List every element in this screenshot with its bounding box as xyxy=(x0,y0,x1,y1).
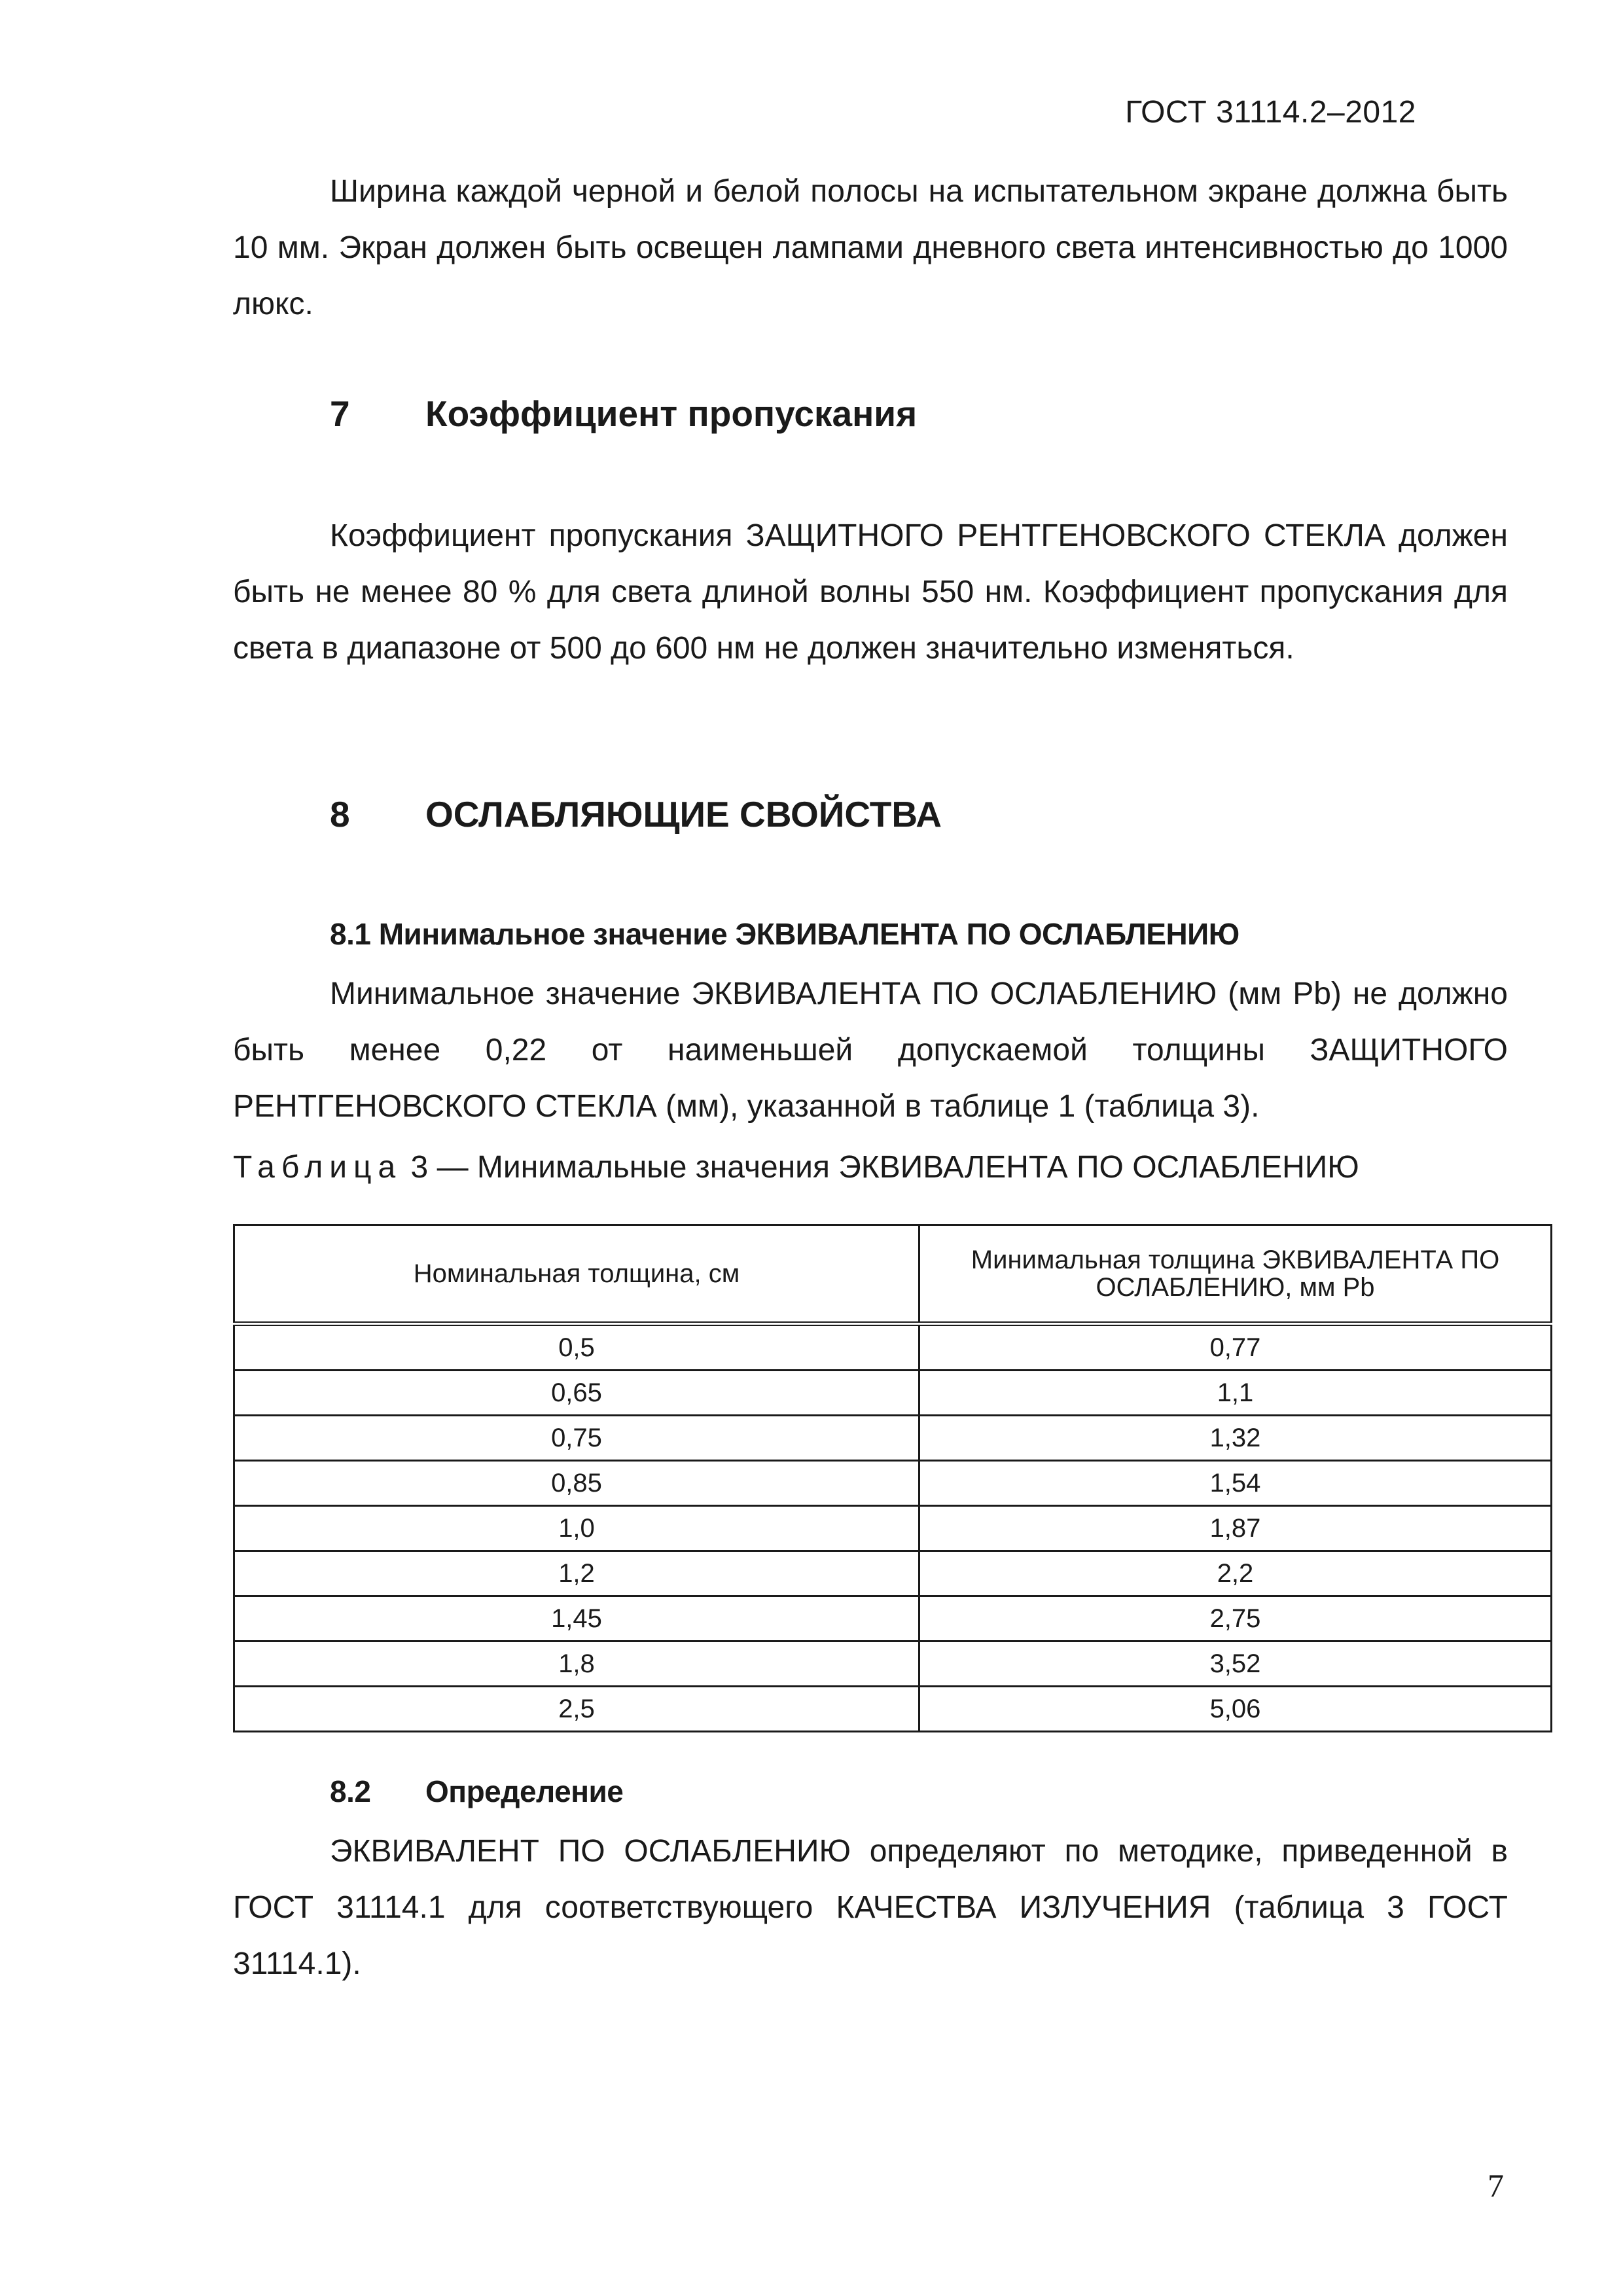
table-row xyxy=(234,1461,1552,1506)
table-row xyxy=(234,1324,1552,1371)
table-caption-text: 3 — Минимальные значения ЭКВИВАЛЕНТА ПО ОСЛАБЛЕНИЮ xyxy=(410,1150,1359,1185)
table-caption xyxy=(233,1149,1359,1185)
section-7-heading xyxy=(330,393,917,435)
table-cell-thickness: 0,85 xyxy=(234,1461,919,1506)
table-cell-equivalent: 3,52 xyxy=(919,1641,1552,1687)
subsection-8-1-paragraph: Минимальное значение ЭКВИВАЛЕНТА ПО ОСЛАБЛЕНИЮ (мм Pb) не должно быть менее 0,22 от наименьшей допускаемой толщины ЗАЩИТНОГО РЕНТГЕНОВСКОГО СТЕКЛА (мм), указанной в таблице 1 (таблица 3). xyxy=(233,977,1508,1124)
table-cell-equivalent: 2,2 xyxy=(919,1551,1552,1596)
table-header-row xyxy=(234,1225,1552,1324)
table-cell-equivalent: 5,06 xyxy=(919,1687,1552,1732)
table-row xyxy=(234,1687,1552,1732)
section-8-title: ОСЛАБЛЯЮЩИЕ СВОЙСТВА xyxy=(425,794,942,834)
table-row xyxy=(234,1596,1552,1641)
table-cell-equivalent: 1,54 xyxy=(919,1461,1552,1506)
intro-paragraph: Ширина каждой черной и белой полосы на испытательном экране должна быть 10 мм. Экран должен быть освещен лампами дневного света интенсивностью до 1000 люкс. xyxy=(233,174,1508,321)
table-row xyxy=(234,1506,1552,1551)
section-8-heading xyxy=(330,793,942,835)
table-row xyxy=(234,1551,1552,1596)
attenuation-table xyxy=(233,1224,1552,1732)
table-cell-thickness: 0,5 xyxy=(234,1324,919,1371)
table-caption-label: Таблица xyxy=(233,1150,402,1185)
section-7-paragraph: Коэффициент пропускания ЗАЩИТНОГО РЕНТГЕНОВСКОГО СТЕКЛА должен быть не менее 80 % для света длиной волны 550 нм. Коэффициент пропускания для света в диапазоне от 500 до 600 нм не должен значительно изменяться. xyxy=(233,518,1508,666)
subsection-8-2-title: Определение xyxy=(425,1774,624,1808)
table-cell-thickness: 2,5 xyxy=(234,1687,919,1732)
document-code-header: ГОСТ 31114.2–2012 xyxy=(1125,95,1416,130)
section-7-number: 7 xyxy=(330,393,350,434)
table-cell-equivalent: 1,87 xyxy=(919,1506,1552,1551)
subsection-8-2-number: 8.2 xyxy=(330,1774,371,1808)
table-row xyxy=(234,1371,1552,1416)
subsection-8-2-heading xyxy=(330,1774,623,1809)
table-cell-thickness: 0,65 xyxy=(234,1371,919,1416)
subsection-8-1-heading: 8.1 Минимальное значение ЭКВИВАЛЕНТА ПО ОСЛАБЛЕНИЮ xyxy=(330,917,1240,951)
table-cell-thickness: 1,8 xyxy=(234,1641,919,1687)
table-cell-equivalent: 1,1 xyxy=(919,1371,1552,1416)
subsection-8-2-paragraph: ЭКВИВАЛЕНТ ПО ОСЛАБЛЕНИЮ определяют по методике, приведенной в ГОСТ 31114.1 для соответствующего КАЧЕСТВА ИЗЛУЧЕНИЯ (таблица 3 ГОСТ 31114.1). xyxy=(233,1834,1508,1981)
table-header-min-equivalent: Минимальная толщина ЭКВИВАЛЕНТА ПО ОСЛАБЛЕНИЮ, мм Pb xyxy=(919,1225,1552,1324)
table-cell-thickness: 1,45 xyxy=(234,1596,919,1641)
table-cell-thickness: 1,2 xyxy=(234,1551,919,1596)
table-cell-equivalent: 1,32 xyxy=(919,1416,1552,1461)
table-cell-thickness: 0,75 xyxy=(234,1416,919,1461)
page-number: 7 xyxy=(1488,2167,1504,2204)
table-row xyxy=(234,1641,1552,1687)
section-7-title: Коэффициент пропускания xyxy=(425,393,918,434)
table-header-nominal-thickness: Номинальная толщина, см xyxy=(234,1225,919,1324)
table-row xyxy=(234,1416,1552,1461)
table-cell-equivalent: 2,75 xyxy=(919,1596,1552,1641)
section-8-number: 8 xyxy=(330,794,350,834)
table-cell-equivalent: 0,77 xyxy=(919,1324,1552,1371)
table-cell-thickness: 1,0 xyxy=(234,1506,919,1551)
